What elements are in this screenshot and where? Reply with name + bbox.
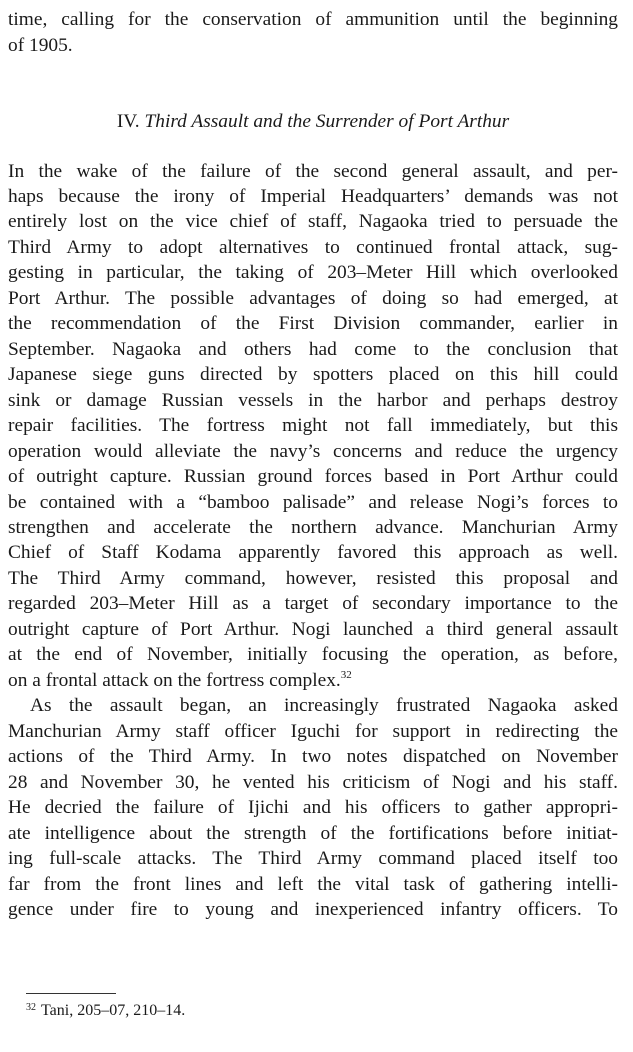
text-line: Third Army to adopt alternatives to continued frontal attack, sug- xyxy=(8,237,618,258)
section-title: Third Assault and the Surrender of Port Arthur xyxy=(144,111,510,132)
text-line: regarded 203–Meter Hill as a target of secondary importance to the xyxy=(8,593,618,614)
footnote xyxy=(26,1000,185,1022)
text-line: of outright capture. Russian ground forces based in Port Arthur could xyxy=(8,466,618,487)
text-line: gence under fire to young and inexperienced infantry officers. To xyxy=(8,899,618,920)
text-line: time, calling for the conservation of ammunition until the beginning xyxy=(8,9,618,30)
text-line: Japanese siege guns directed by spotters placed on this hill could xyxy=(8,364,618,385)
text-line: ate intelligence about the strength of the fortifications before initiat- xyxy=(8,823,618,844)
text-line: gesting in particular, the taking of 203–Meter Hill which overlooked xyxy=(8,262,618,283)
text-line: actions of the Third Army. In two notes dispatched on November xyxy=(8,746,618,767)
text-line: The Third Army command, however, resisted this proposal and xyxy=(8,568,618,589)
text-line: Manchurian Army staff officer Iguchi for support in redirecting the xyxy=(8,721,618,742)
footnote-number: 32 xyxy=(26,1002,36,1013)
text-line: far from the front lines and left the vital task of gathering intelli- xyxy=(8,874,618,895)
text-line: 28 and November 30, he vented his criticism of Nogi and his staff. xyxy=(8,772,618,793)
footnote-reference: 32 xyxy=(340,669,352,681)
text-line: on a frontal attack on the fortress complex. xyxy=(8,670,341,691)
text-line: haps because the irony of Imperial Headquarters’ demands was not xyxy=(8,186,618,207)
text-line: As the assault began, an increasingly frustrated Nagaoka asked xyxy=(30,695,618,716)
text-line: Chief of Staff Kodama apparently favored this approach as well. xyxy=(8,542,618,563)
section-number: IV. xyxy=(116,111,140,132)
text-line: be contained with a “bamboo palisade” and release Nogi’s forces to xyxy=(8,492,618,513)
text-line: operation would alleviate the navy’s concerns and reduce the urgency xyxy=(8,441,618,462)
text-line: strengthen and accelerate the northern advance. Manchurian Army xyxy=(8,517,618,538)
footnote-divider xyxy=(26,993,116,994)
text-line: entirely lost on the vice chief of staff, Nagaoka tried to persuade the xyxy=(8,211,618,232)
text-line: at the end of November, initially focusing the operation, as before, xyxy=(8,644,618,665)
text-line: sink or damage Russian vessels in the harbor and perhaps destroy xyxy=(8,390,618,411)
text-line: September. Nagaoka and others had come to the conclusion that xyxy=(8,339,618,360)
text-line-with-footnote xyxy=(8,668,618,693)
text-line: the recommendation of the First Division commander, earlier in xyxy=(8,313,618,334)
text-line: outright capture of Port Arthur. Nogi launched a third general assault xyxy=(8,619,618,640)
text-line: ing full-scale attacks. The Third Army command placed itself too xyxy=(8,848,618,869)
footnote-text: Tani, 205–07, 210–14. xyxy=(41,1002,186,1019)
text-line: of 1905. xyxy=(8,35,73,56)
text-line: Port Arthur. The possible advantages of doing so had emerged, at xyxy=(8,288,618,309)
text-line: repair facilities. The fortress might not fall immediately, but this xyxy=(8,415,618,436)
text-line: In the wake of the failure of the second general assault, and per- xyxy=(8,161,618,182)
text-line: He decried the failure of Ijichi and his officers to gather appropri- xyxy=(8,797,618,818)
section-heading xyxy=(8,109,618,135)
document-page xyxy=(8,0,618,1052)
